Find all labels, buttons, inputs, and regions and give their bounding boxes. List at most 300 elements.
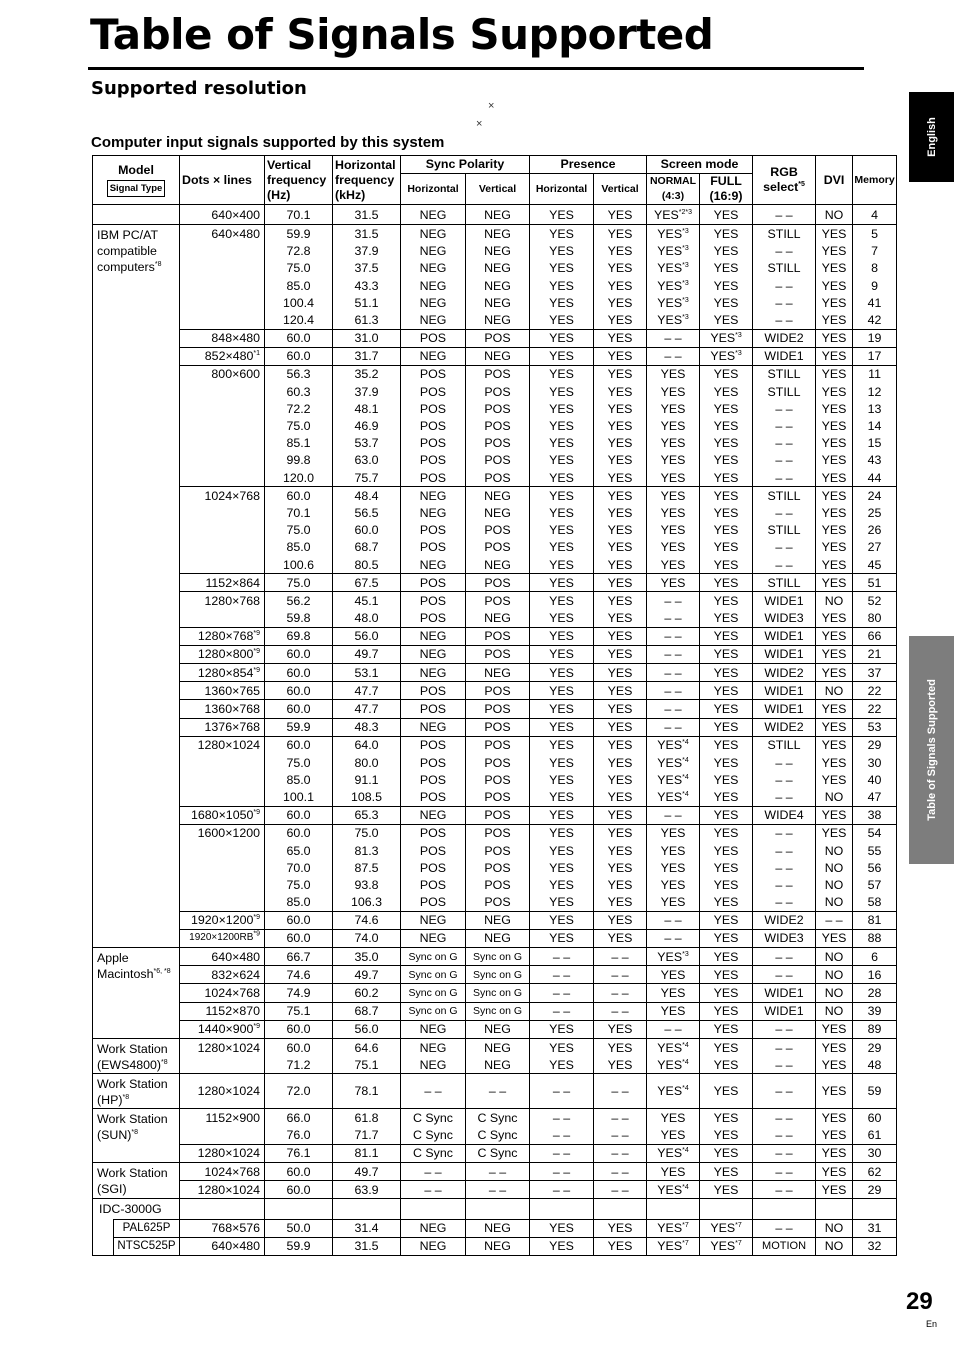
- rgb-select-cell: STILL: [753, 260, 816, 277]
- sync-vertical-cell: NEG: [466, 610, 530, 628]
- vertical-frequency-cell: 85.0: [265, 277, 333, 294]
- screen-full-cell: YES: [700, 383, 753, 400]
- screen-full-cell: YES: [700, 806, 753, 824]
- horizontal-frequency-cell: 81.3: [333, 842, 401, 859]
- horizontal-frequency-cell: 56.5: [333, 504, 401, 521]
- sync-horizontal-cell: POS: [401, 452, 466, 469]
- screen-normal-cell: YES$^{*3}$: [647, 948, 700, 966]
- presence-vertical-cell: YES: [594, 718, 647, 736]
- empty-cell: [700, 1199, 753, 1219]
- rgb-select-cell: STILL: [753, 487, 816, 505]
- horizontal-frequency-cell: 37.5: [333, 260, 401, 277]
- memory-cell: 88: [853, 929, 897, 947]
- screen-full-cell: YES: [700, 824, 753, 842]
- sync-horizontal-cell: NEG: [401, 1237, 466, 1255]
- table-row: [93, 966, 897, 984]
- sync-vertical-cell: POS: [466, 824, 530, 842]
- table-row: [93, 1020, 897, 1038]
- presence-horizontal-cell: YES: [530, 1056, 594, 1074]
- sync-horizontal-cell: NEG: [401, 347, 466, 365]
- presence-horizontal-cell: – –: [530, 984, 594, 1002]
- presence-horizontal-cell: YES: [530, 806, 594, 824]
- sync-vertical-cell: C Sync: [466, 1109, 530, 1127]
- vertical-frequency-cell: 60.0: [265, 736, 333, 754]
- memory-cell: 30: [853, 754, 897, 771]
- dvi-cell: NO: [816, 1002, 853, 1020]
- table-row: [93, 1162, 897, 1180]
- screen-normal-cell: YES: [647, 400, 700, 417]
- presence-horizontal-cell: YES: [530, 824, 594, 842]
- memory-cell: 61: [853, 1127, 897, 1145]
- empty-cell: [180, 1199, 265, 1219]
- sync-horizontal-cell: NEG: [401, 243, 466, 260]
- dots-lines-cell: 1360×765: [180, 682, 265, 700]
- screen-mode-header: Screen mode: [647, 156, 753, 174]
- rgb-select-cell: – –: [753, 894, 816, 912]
- presence-vertical-cell: – –: [594, 1109, 647, 1127]
- table-row: [93, 383, 897, 400]
- presence-horizontal-cell: YES: [530, 876, 594, 893]
- dots-lines-cell: $1920\times 1200^{*9}$: [180, 911, 265, 929]
- table-row: [93, 664, 897, 682]
- sync-horizontal-cell: POS: [401, 329, 466, 347]
- screen-normal-cell: – –: [647, 592, 700, 610]
- dvi-cell: YES: [816, 260, 853, 277]
- screen-normal-cell: YES: [647, 1109, 700, 1127]
- model-cell: Apple Macintosh$^{*6, *8}$: [93, 948, 180, 1039]
- presence-vertical-cell: YES: [594, 522, 647, 539]
- presence-horizontal-cell: YES: [530, 452, 594, 469]
- sync-horizontal-cell: NEG: [401, 294, 466, 311]
- sync-vertical-cell: C Sync: [466, 1127, 530, 1145]
- rgb-select-cell: STILL: [753, 383, 816, 400]
- dots-lines-cell: 1024×768: [180, 1162, 265, 1180]
- vertical-frequency-cell: 120.4: [265, 311, 333, 329]
- vertical-frequency-cell: 75.0: [265, 417, 333, 434]
- horizontal-frequency-cell: 56.0: [333, 627, 401, 645]
- dots-lines-cell: [180, 788, 265, 806]
- sync-horizontal-cell: – –: [401, 1181, 466, 1199]
- presence-vertical-cell: YES: [594, 435, 647, 452]
- screen-normal-cell: YES$^{*3}$: [647, 243, 700, 260]
- screen-normal-cell: YES: [647, 522, 700, 539]
- screen-normal-cell: YES: [647, 487, 700, 505]
- dots-lines-cell: $1280\times 768^{*9}$: [180, 627, 265, 645]
- memory-cell: 25: [853, 504, 897, 521]
- memory-cell: 21: [853, 645, 897, 663]
- memory-cell: 55: [853, 842, 897, 859]
- sync-horizontal-cell: NEG: [401, 504, 466, 521]
- memory-cell: 32: [853, 1237, 897, 1255]
- sync-vertical-cell: NEG: [466, 260, 530, 277]
- dots-lines-cell: [180, 311, 265, 329]
- screen-full-cell: YES: [700, 929, 753, 947]
- dvi-cell: YES: [816, 294, 853, 311]
- rgb-select-cell: WIDE2: [753, 664, 816, 682]
- screen-full-cell: YES: [700, 736, 753, 754]
- sync-horizontal-cell: NEG: [401, 487, 466, 505]
- memory-cell: 60: [853, 1109, 897, 1127]
- dots-lines-cell: 1600×1200: [180, 824, 265, 842]
- vertical-frequency-cell: 66.0: [265, 1109, 333, 1127]
- sync-vertical-cell: NEG: [466, 1056, 530, 1074]
- screen-full-cell: YES: [700, 788, 753, 806]
- table-row: [93, 504, 897, 521]
- table-row: [93, 539, 897, 556]
- presence-vertical-cell: – –: [594, 1181, 647, 1199]
- screen-normal-cell: YES$^{*7}$: [647, 1219, 700, 1237]
- presence-horizontal-cell: YES: [530, 1237, 594, 1255]
- sync-vertical-cell: NEG: [466, 911, 530, 929]
- dots-lines-cell: 640×480: [180, 225, 265, 243]
- presence-horizontal-cell: YES: [530, 894, 594, 912]
- presence-horizontal-cell: – –: [530, 1127, 594, 1145]
- presence-vertical-cell: YES: [594, 929, 647, 947]
- rgb-select-cell: WIDE1: [753, 592, 816, 610]
- vertical-frequency-cell: 75.0: [265, 574, 333, 592]
- screen-full-cell: YES: [700, 754, 753, 771]
- presence-vertical-cell: YES: [594, 417, 647, 434]
- horizontal-frequency-cell: 49.7: [333, 966, 401, 984]
- dvi-cell: NO: [816, 205, 853, 225]
- horizontal-frequency-cell: 47.7: [333, 700, 401, 718]
- memory-cell: 42: [853, 311, 897, 329]
- screen-full-cell: YES: [700, 1039, 753, 1057]
- table-row: [93, 610, 897, 628]
- horizontal-frequency-cell: 51.1: [333, 294, 401, 311]
- screen-full-cell: YES: [700, 1109, 753, 1127]
- dots-lines-cell: [180, 294, 265, 311]
- table-row: [93, 1056, 897, 1074]
- memory-cell: 12: [853, 383, 897, 400]
- dvi-cell: YES: [816, 929, 853, 947]
- table-row: [93, 682, 897, 700]
- rgb-select-cell: – –: [753, 294, 816, 311]
- dots-lines-cell: 1376×768: [180, 718, 265, 736]
- screen-full-cell: YES: [700, 1127, 753, 1145]
- sync-horizontal-cell: NEG: [401, 664, 466, 682]
- empty-cell: [853, 1199, 897, 1219]
- dvi-cell: YES: [816, 771, 853, 788]
- vertical-frequency-cell: 60.0: [265, 929, 333, 947]
- sync-vertical-cell: NEG: [466, 277, 530, 294]
- presence-vertical-cell: YES: [594, 610, 647, 628]
- page-number: 29: [906, 1288, 933, 1315]
- sync-vertical-cell: NEG: [466, 487, 530, 505]
- sync-horizontal-cell: POS: [401, 842, 466, 859]
- vertical-frequency-cell: 85.1: [265, 435, 333, 452]
- presence-horizontal-cell: – –: [530, 1144, 594, 1162]
- screen-full-cell: YES: [700, 718, 753, 736]
- memory-cell: 40: [853, 771, 897, 788]
- indent-cell: [93, 1219, 114, 1255]
- dvi-cell: YES: [816, 610, 853, 628]
- screen-normal-cell: YES$^{*4}$: [647, 1181, 700, 1199]
- screen-full-cell: YES: [700, 1074, 753, 1109]
- signal-type-cell: PAL625P: [114, 1219, 180, 1237]
- rgb-select-cell: – –: [753, 1162, 816, 1180]
- rgb-select-cell: – –: [753, 539, 816, 556]
- presence-horizontal-cell: YES: [530, 243, 594, 260]
- sync-vertical-cell: POS: [466, 400, 530, 417]
- screen-full-cell: YES: [700, 1144, 753, 1162]
- presence-horizontal-cell: YES: [530, 383, 594, 400]
- dvi-cell: YES: [816, 574, 853, 592]
- table-row: [93, 718, 897, 736]
- rgb-select-cell: MOTION: [753, 1237, 816, 1255]
- sync-horizontal-cell: POS: [401, 365, 466, 383]
- sync-vertical-cell: NEG: [466, 1219, 530, 1237]
- screen-normal-cell: YES: [647, 383, 700, 400]
- memory-cell: 4: [853, 205, 897, 225]
- memory-cell: 24: [853, 487, 897, 505]
- presence-horizontal-cell: YES: [530, 645, 594, 663]
- screen-normal-cell: YES: [647, 469, 700, 487]
- language-tab[interactable]: [909, 92, 954, 182]
- screen-full-cell: YES: [700, 522, 753, 539]
- sync-horizontal-cell: POS: [401, 610, 466, 628]
- rgb-select-cell: WIDE2: [753, 718, 816, 736]
- presence-vertical-cell: YES: [594, 627, 647, 645]
- vertical-frequency-cell: 99.8: [265, 452, 333, 469]
- memory-cell: 14: [853, 417, 897, 434]
- presence-horizontal-cell: YES: [530, 1039, 594, 1057]
- rgb-select-cell: – –: [753, 1109, 816, 1127]
- table-row: [93, 929, 897, 947]
- table-row: [93, 522, 897, 539]
- presence-horizontal-cell: – –: [530, 1074, 594, 1109]
- sync-horizontal-cell: POS: [401, 574, 466, 592]
- sync-horizontal-cell: NEG: [401, 645, 466, 663]
- table-row: [93, 205, 897, 225]
- horizontal-frequency-cell: 31.5: [333, 205, 401, 225]
- dots-lines-cell: 640×400: [180, 205, 265, 225]
- table-row: [93, 277, 897, 294]
- presence-vertical-cell: YES: [594, 736, 647, 754]
- screen-normal-cell: – –: [647, 911, 700, 929]
- dots-lines-cell: [180, 383, 265, 400]
- presence-vertical-cell: YES: [594, 504, 647, 521]
- multiply-mark: ×: [476, 118, 483, 130]
- presence-horizontal-cell: YES: [530, 718, 594, 736]
- vertical-frequency-cell: 69.8: [265, 627, 333, 645]
- presence-horizontal-cell: – –: [530, 1109, 594, 1127]
- vertical-frequency-cell: 76.1: [265, 1144, 333, 1162]
- dvi-cell: NO: [816, 682, 853, 700]
- dvi-cell: NO: [816, 984, 853, 1002]
- dvi-cell: YES: [816, 754, 853, 771]
- model-cell: IBM PC/AT compatible computers$^{*8}$: [93, 225, 180, 948]
- rgb-select-cell: – –: [753, 504, 816, 521]
- dvi-cell: YES: [816, 1144, 853, 1162]
- dvi-cell: YES: [816, 1127, 853, 1145]
- dvi-cell: – –: [816, 911, 853, 929]
- presence-vertical-cell: YES: [594, 487, 647, 505]
- vertical-frequency-cell: 60.0: [265, 347, 333, 365]
- screen-full-cell: YES: [700, 610, 753, 628]
- presence-vertical-cell: YES: [594, 1056, 647, 1074]
- vertical-frequency-header: Vertical frequency (Hz): [265, 156, 333, 205]
- screen-normal-cell: – –: [647, 806, 700, 824]
- horizontal-frequency-cell: 60.2: [333, 984, 401, 1002]
- sync-vertical-cell: POS: [466, 365, 530, 383]
- table-row: [93, 859, 897, 876]
- dvi-cell: YES: [816, 329, 853, 347]
- horizontal-frequency-cell: 64.0: [333, 736, 401, 754]
- memory-cell: 54: [853, 824, 897, 842]
- sync-vertical-cell: POS: [466, 771, 530, 788]
- rgb-select-cell: – –: [753, 948, 816, 966]
- chapter-tab[interactable]: [909, 636, 954, 864]
- screen-normal-cell: YES$^{*4}$: [647, 771, 700, 788]
- screen-full-cell: YES: [700, 365, 753, 383]
- presence-horizontal-cell: YES: [530, 435, 594, 452]
- dvi-cell: YES: [816, 504, 853, 521]
- screen-full-cell: YES$^{*7}$: [700, 1219, 753, 1237]
- memory-cell: 58: [853, 894, 897, 912]
- sync-polarity-header: Sync Polarity: [401, 156, 530, 174]
- screen-full-cell: YES: [700, 539, 753, 556]
- vertical-frequency-cell: 60.0: [265, 329, 333, 347]
- rgb-select-cell: – –: [753, 876, 816, 893]
- table-row: [93, 294, 897, 311]
- vertical-frequency-cell: 100.4: [265, 294, 333, 311]
- screen-normal-cell: – –: [647, 610, 700, 628]
- horizontal-frequency-cell: 87.5: [333, 859, 401, 876]
- chapter-tab-label: Table of Signals Supported: [925, 679, 938, 821]
- rgb-select-cell: – –: [753, 1074, 816, 1109]
- screen-normal-cell: YES$^{*4}$: [647, 1074, 700, 1109]
- dots-lines-cell: [180, 277, 265, 294]
- memory-cell: 48: [853, 1056, 897, 1074]
- sync-horizontal-cell: NEG: [401, 225, 466, 243]
- presence-horizontal-cell: YES: [530, 260, 594, 277]
- presence-horizontal-cell: YES: [530, 788, 594, 806]
- presence-horizontal-cell: YES: [530, 911, 594, 929]
- presence-vertical-cell: – –: [594, 1144, 647, 1162]
- horizontal-frequency-cell: 68.7: [333, 1002, 401, 1020]
- screen-normal-cell: YES: [647, 966, 700, 984]
- presence-vertical-cell: YES: [594, 383, 647, 400]
- rgb-select-cell: – –: [753, 1020, 816, 1038]
- table-row: [93, 329, 897, 347]
- dvi-cell: YES: [816, 718, 853, 736]
- empty-cell: [265, 1199, 333, 1219]
- screen-full-cell: YES: [700, 574, 753, 592]
- rgb-select-cell: – –: [753, 1039, 816, 1057]
- table-row: [93, 984, 897, 1002]
- presence-horizontal-cell: YES: [530, 504, 594, 521]
- memory-cell: 44: [853, 469, 897, 487]
- sync-vertical-cell: POS: [466, 539, 530, 556]
- rgb-select-cell: WIDE1: [753, 645, 816, 663]
- presence-horizontal-cell: YES: [530, 347, 594, 365]
- vertical-frequency-cell: 72.0: [265, 1074, 333, 1109]
- sync-horizontal-cell: NEG: [401, 1039, 466, 1057]
- presence-vertical-cell: – –: [594, 948, 647, 966]
- sync-vertical-cell: C Sync: [466, 1144, 530, 1162]
- dots-lines-cell: $1920\times 1200RB^{*9}$: [180, 929, 265, 947]
- sync-horizontal-cell: POS: [401, 754, 466, 771]
- memory-cell: 37: [853, 664, 897, 682]
- memory-cell: 57: [853, 876, 897, 893]
- sync-horizontal-cell: POS: [401, 824, 466, 842]
- vertical-frequency-cell: 50.0: [265, 1219, 333, 1237]
- sync-vertical-cell: NEG: [466, 243, 530, 260]
- memory-header: Memory: [853, 156, 897, 205]
- table-row: [93, 347, 897, 365]
- model-cell: Work Station (SGI): [93, 1162, 180, 1198]
- dvi-cell: YES: [816, 347, 853, 365]
- sync-horizontal-cell: C Sync: [401, 1127, 466, 1145]
- memory-cell: 39: [853, 1002, 897, 1020]
- rgb-select-cell: STILL: [753, 522, 816, 539]
- vertical-frequency-cell: 60.0: [265, 664, 333, 682]
- model-header: Model Signal Type: [93, 156, 180, 205]
- presence-vertical-cell: YES: [594, 592, 647, 610]
- horizontal-frequency-cell: 56.0: [333, 1020, 401, 1038]
- dvi-cell: YES: [816, 311, 853, 329]
- presence-vertical-cell: YES: [594, 754, 647, 771]
- presence-vertical-cell: YES: [594, 859, 647, 876]
- dvi-cell: NO: [816, 876, 853, 893]
- table-row: [93, 574, 897, 592]
- sync-vertical-cell: – –: [466, 1162, 530, 1180]
- dvi-cell: YES: [816, 400, 853, 417]
- vertical-frequency-cell: 60.0: [265, 911, 333, 929]
- dvi-cell: YES: [816, 1020, 853, 1038]
- vertical-frequency-cell: 75.0: [265, 260, 333, 277]
- empty-cell: [816, 1199, 853, 1219]
- sync-horizontal-cell: NEG: [401, 1219, 466, 1237]
- sync-vertical-cell: POS: [466, 718, 530, 736]
- dvi-cell: YES: [816, 627, 853, 645]
- rgb-select-cell: – –: [753, 311, 816, 329]
- dots-lines-cell: 832×624: [180, 966, 265, 984]
- sync-vertical-cell: POS: [466, 700, 530, 718]
- screen-normal-cell: YES: [647, 574, 700, 592]
- memory-cell: 89: [853, 1020, 897, 1038]
- presence-vertical-cell: YES: [594, 806, 647, 824]
- presence-horizontal-cell: YES: [530, 859, 594, 876]
- dvi-header: DVI: [816, 156, 853, 205]
- sync-horizontal-cell: POS: [401, 700, 466, 718]
- sync-vertical-cell: NEG: [466, 347, 530, 365]
- sync-vertical-cell: POS: [466, 435, 530, 452]
- horizontal-frequency-cell: 45.1: [333, 592, 401, 610]
- dvi-cell: YES: [816, 277, 853, 294]
- presence-horizontal-cell: YES: [530, 556, 594, 574]
- sync-horizontal-cell: POS: [401, 417, 466, 434]
- vertical-frequency-cell: 85.0: [265, 539, 333, 556]
- sync-horizontal-cell: NEG: [401, 627, 466, 645]
- memory-cell: 31: [853, 1219, 897, 1237]
- vertical-frequency-cell: 60.0: [265, 1039, 333, 1057]
- screen-full-cell: YES: [700, 487, 753, 505]
- sync-horizontal-cell: NEG: [401, 311, 466, 329]
- presence-horizontal-cell: YES: [530, 522, 594, 539]
- rgb-select-cell: – –: [753, 824, 816, 842]
- vertical-frequency-cell: 85.0: [265, 894, 333, 912]
- presence-vertical-cell: YES: [594, 277, 647, 294]
- sync-vertical-cell: POS: [466, 522, 530, 539]
- screen-normal-cell: – –: [647, 682, 700, 700]
- vertical-frequency-cell: 71.2: [265, 1056, 333, 1074]
- horizontal-frequency-cell: 80.5: [333, 556, 401, 574]
- sync-horizontal-cell: NEG: [401, 929, 466, 947]
- memory-cell: 45: [853, 556, 897, 574]
- presence-horizontal-cell: YES: [530, 682, 594, 700]
